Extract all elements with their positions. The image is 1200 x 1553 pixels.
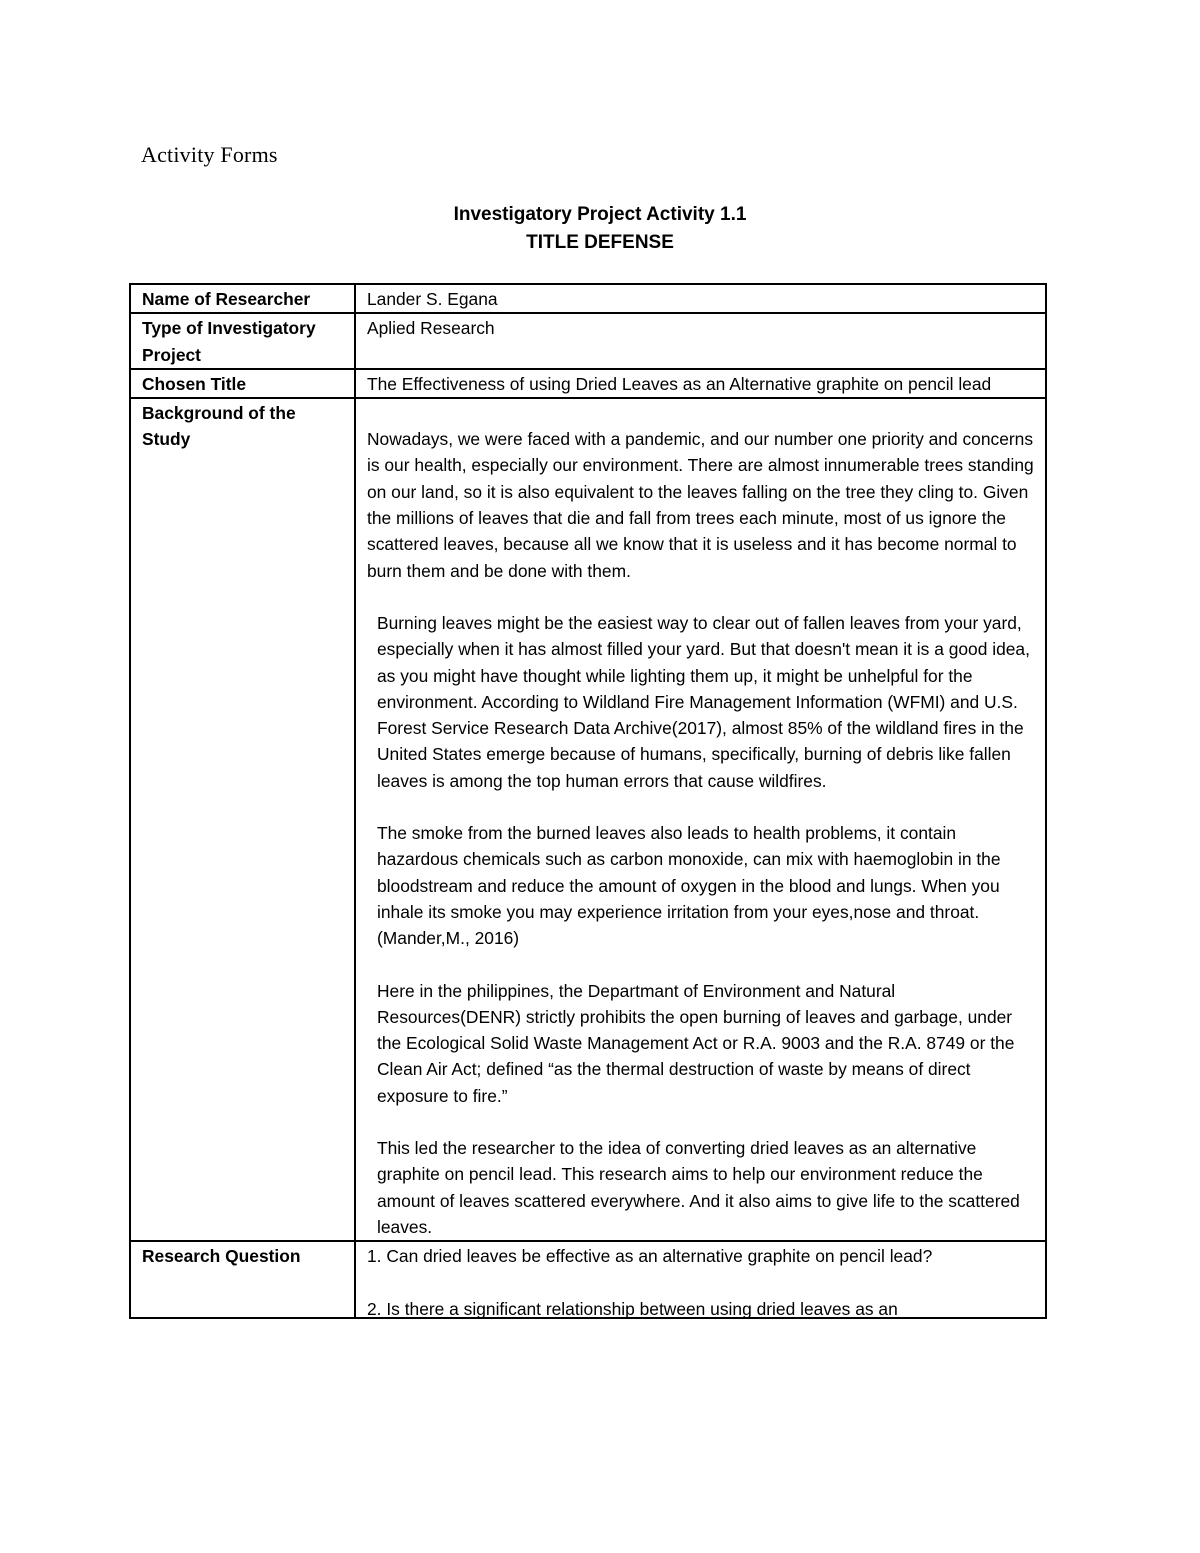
row-type (130, 313, 1046, 369)
blank-line (367, 400, 1035, 426)
page-header: Activity Forms (141, 142, 278, 167)
row-background (130, 398, 1046, 1241)
research-question-value (355, 1241, 1046, 1318)
research-question-label: Research Question (130, 1241, 355, 1318)
type-label: Type of Investigatory Project (130, 313, 355, 369)
chosen-title-label: Chosen Title (130, 369, 355, 398)
background-paragraph-3: The smoke from the burned leaves also leads to health problems, it contain hazardous chemicals such as carbon monoxide, can mix with haemoglobin in the bloodstream and reduce the amount of oxygen in the blood and lungs. When you inhale its smoke you may experience irritation from your eyes,nose and throat. (Mander,M., 2016) (377, 823, 1001, 949)
background-paragraph-2: Burning leaves might be the easiest way to clear out of fallen leaves from your yard, especially when it has almost filled your yard. But that doesn't mean it is a good idea, as you might have thought while lighting them up, it might be unhelpful for the environment. According to Wildland Fire Management Information (WFMI) and U.S. Forest Service Research Data Archive(2017), almost 85% of the wildland fires in the United States emerge because of humans, specifically, burning of debris like fallen leaves is among the top human errors that cause wildfires. (377, 612, 1030, 791)
background-paragraph-5: This led the researcher to the idea of converting dried leaves as an alternative graphite on pencil lead. This research aims to help our environment reduce the amount of leaves scattered everywhere. And it also aims to give life to the scattered leaves. (377, 1138, 1020, 1237)
chosen-title-value: The Effectiveness of using Dried Leaves as an Alternative graphite on pencil lead (355, 369, 1046, 398)
title-line-2: TITLE DEFENSE (526, 232, 674, 253)
title-line-1: Investigatory Project Activity 1.1 (453, 204, 747, 225)
document-title (0, 201, 1200, 257)
research-question-1: 1. Can dried leaves be effective as an alternative graphite on pencil lead? (367, 1246, 933, 1267)
research-question-2: 2. Is there a significant relationship between using dried leaves as an (367, 1298, 898, 1318)
row-chosen-title (130, 369, 1046, 398)
researcher-value: Lander S. Egana (355, 284, 1046, 313)
background-paragraph-1: Nowadays, we were faced with a pandemic, and our number one priority and concerns is our health, especially our environment. There are almost innumerable trees standing on our land, so it is also equivalent to the leaves falling on the tree they cling to. Given the millions of leaves that die and fall from trees each minute, most of us ignore the scattered leaves, because all we know that it is useless and it has become normal to burn them and be done with them. (367, 429, 1034, 581)
row-researcher (130, 284, 1046, 313)
type-value: Aplied Research (355, 313, 1046, 369)
researcher-label: Name of Researcher (130, 284, 355, 313)
row-research-question (130, 1241, 1046, 1318)
title-defense-form (129, 283, 1047, 1319)
background-paragraph-4: Here in the philippines, the Departmant of Environment and Natural Resources(DENR) strictly prohibits the open burning of leaves and garbage, under the Ecological Solid Waste Management Act or R.A. 9003 and the R.A. 8749 or the Clean Air Act; defined “as the thermal destruction of waste by means of direct exposure to fire.” (377, 980, 1015, 1106)
background-value (355, 398, 1046, 1241)
research-question-list (367, 1243, 1035, 1317)
background-label: Background of the Study (130, 398, 355, 1241)
